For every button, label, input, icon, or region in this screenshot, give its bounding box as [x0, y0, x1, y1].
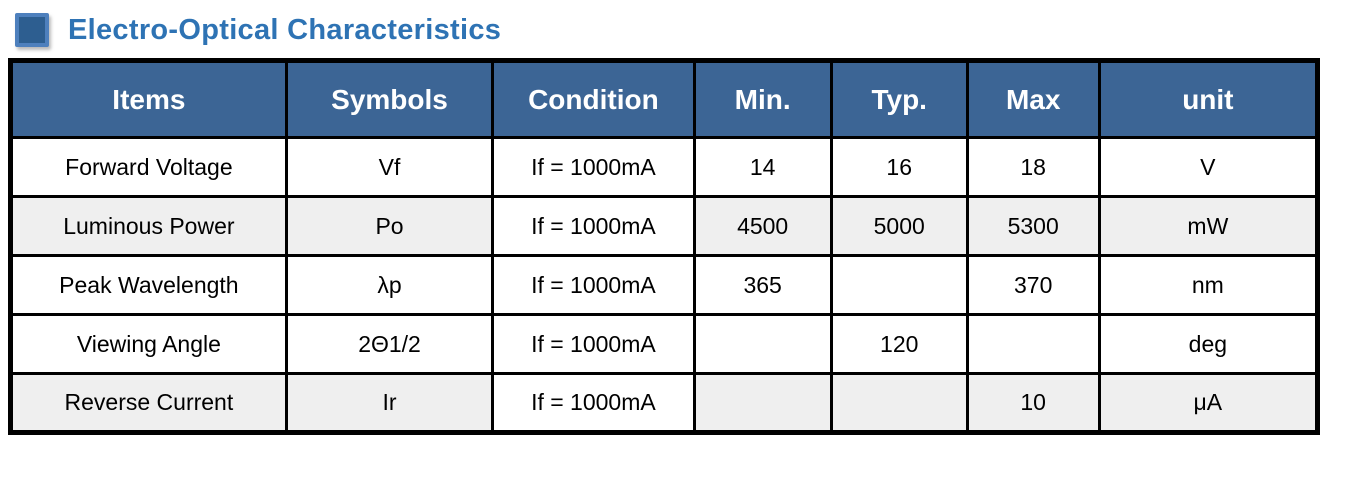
column-header-unit: unit: [1099, 61, 1317, 138]
cell-symbol: Ir: [286, 374, 493, 433]
section-bullet-square-icon: [15, 13, 49, 47]
cell-max: 5300: [967, 197, 1099, 256]
column-header-typ: Typ.: [831, 61, 967, 138]
cell-max: 10: [967, 374, 1099, 433]
electro-optical-characteristics-table: [8, 58, 1320, 435]
cell-max: 18: [967, 138, 1099, 197]
cell-unit: V: [1099, 138, 1317, 197]
cell-min: [694, 315, 831, 374]
section-title-row: [0, 0, 1352, 58]
cell-condition: If = 1000mA: [493, 256, 694, 315]
column-header-items: Items: [11, 61, 287, 138]
cell-symbol: Vf: [286, 138, 493, 197]
cell-condition: If = 1000mA: [493, 374, 694, 433]
cell-unit: mW: [1099, 197, 1317, 256]
cell-min: 4500: [694, 197, 831, 256]
cell-unit: deg: [1099, 315, 1317, 374]
cell-item: Forward Voltage: [11, 138, 287, 197]
page-title: Electro-Optical Characteristics: [68, 13, 502, 46]
cell-item: Reverse Current: [11, 374, 287, 433]
table-row-reverse-current: [11, 374, 1318, 433]
cell-min: 14: [694, 138, 831, 197]
cell-symbol: Po: [286, 197, 493, 256]
table-row-peak-wavelength: [11, 256, 1318, 315]
cell-unit: μA: [1099, 374, 1317, 433]
table-row-viewing-angle: [11, 315, 1318, 374]
cell-symbol: λp: [286, 256, 493, 315]
column-header-symbols: Symbols: [286, 61, 493, 138]
cell-condition: If = 1000mA: [493, 315, 694, 374]
cell-unit: nm: [1099, 256, 1317, 315]
cell-symbol: 2Θ1/2: [286, 315, 493, 374]
column-header-max: Max: [967, 61, 1099, 138]
table-row-forward-voltage: [11, 138, 1318, 197]
table-header-row: [11, 61, 1318, 138]
cell-max: [967, 315, 1099, 374]
cell-typ: 120: [831, 315, 967, 374]
cell-typ: 16: [831, 138, 967, 197]
cell-condition: If = 1000mA: [493, 197, 694, 256]
table-row-luminous-power: [11, 197, 1318, 256]
column-header-min: Min.: [694, 61, 831, 138]
cell-typ: [831, 374, 967, 433]
cell-min: 365: [694, 256, 831, 315]
column-header-condition: Condition: [493, 61, 694, 138]
cell-typ: 5000: [831, 197, 967, 256]
cell-min: [694, 374, 831, 433]
cell-item: Peak Wavelength: [11, 256, 287, 315]
cell-item: Luminous Power: [11, 197, 287, 256]
cell-typ: [831, 256, 967, 315]
cell-max: 370: [967, 256, 1099, 315]
cell-item: Viewing Angle: [11, 315, 287, 374]
cell-condition: If = 1000mA: [493, 138, 694, 197]
